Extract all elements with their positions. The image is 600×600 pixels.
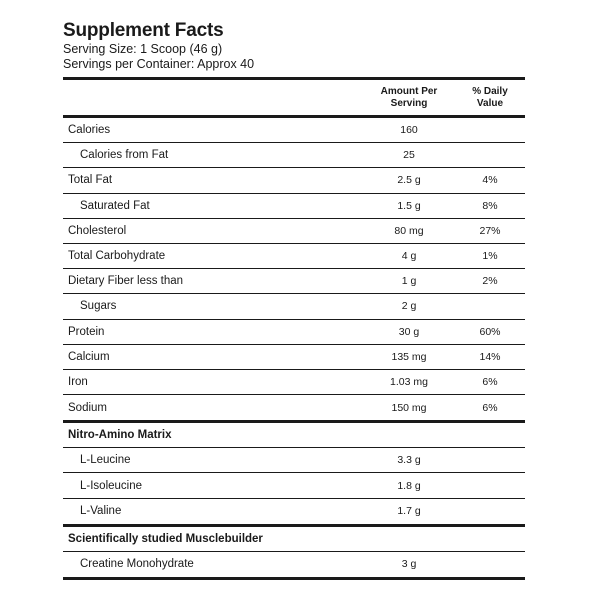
nutrient-row: [63, 219, 525, 244]
nutrient-name: Total Fat: [68, 174, 113, 187]
column-header-row: [63, 80, 525, 115]
nutrient-row: [63, 168, 525, 193]
panel-title: Supplement Facts: [63, 20, 224, 41]
matrix-item-amount: 1.7 g: [397, 505, 421, 518]
musclebuilder-row: [63, 552, 525, 577]
musclebuilder-heading: Scientifically studied Musclebuilder: [68, 532, 263, 545]
nutrient-row: [63, 194, 525, 219]
matrix-item-name: L-Valine: [80, 505, 122, 518]
column-header-amount: [363, 86, 455, 110]
nutrient-row: [63, 118, 525, 143]
nutrient-name: Iron: [68, 375, 88, 388]
nutrient-amount: 2.5 g: [397, 174, 421, 187]
matrix-row: [63, 473, 525, 498]
column-header-amount-line1: Amount Per: [380, 85, 438, 97]
nutrient-amount: 25: [403, 149, 415, 162]
nutrient-row: [63, 294, 525, 319]
nutrient-name: Dietary Fiber less than: [68, 275, 184, 288]
matrix-row: [63, 499, 525, 524]
nutrient-daily-value: 8%: [482, 199, 498, 212]
nutrient-row: [63, 395, 525, 420]
musclebuilder-item-name: Creatine Monohydrate: [80, 558, 194, 571]
nutrient-amount: 1 g: [401, 275, 417, 288]
nutrient-name: Protein: [68, 325, 105, 338]
column-header-dv-line2: Value: [476, 97, 504, 109]
musclebuilder-item-amount: 3 g: [401, 558, 417, 571]
column-header-amount-line2: Serving: [390, 97, 428, 109]
matrix-heading: Nitro-Amino Matrix: [68, 429, 172, 442]
nutrient-amount: 1.03 mg: [390, 375, 428, 388]
matrix-item-amount: 1.8 g: [397, 479, 421, 492]
nutrient-amount: 1.5 g: [397, 199, 421, 212]
nutrient-daily-value: 2%: [482, 275, 498, 288]
nutrient-amount: 30 g: [398, 325, 420, 338]
nutrient-row: [63, 244, 525, 269]
nutrient-amount: 160: [400, 124, 418, 137]
nutrient-daily-value: 6%: [482, 401, 498, 414]
nutrient-amount: 4 g: [401, 250, 417, 263]
nutrient-daily-value: 27%: [479, 224, 501, 237]
musclebuilder-heading-row: [63, 527, 525, 552]
matrix-item-amount: 3.3 g: [397, 454, 421, 467]
nutrient-name: Calcium: [68, 350, 110, 363]
column-header-dv-line1: % Daily: [472, 85, 508, 97]
nutrient-daily-value: 1%: [482, 250, 498, 263]
matrix-item-name: L-Isoleucine: [80, 479, 143, 492]
nutrient-daily-value: 60%: [479, 325, 501, 338]
nutrient-row: [63, 143, 525, 168]
nutrient-name: Cholesterol: [68, 224, 127, 237]
serving-size: Serving Size: 1 Scoop (46 g): [63, 42, 223, 56]
matrix-item-name: L-Leucine: [80, 454, 131, 467]
nutrient-row: [63, 345, 525, 370]
nutrient-row: [63, 269, 525, 294]
nutrient-name: Saturated Fat: [80, 199, 150, 212]
servings-per-container: Servings per Container: Approx 40: [63, 57, 255, 71]
nutrient-amount: 135 mg: [391, 350, 427, 363]
supplement-facts-panel: [63, 20, 525, 580]
nutrient-name: Total Carbohydrate: [68, 250, 166, 263]
nutrient-name: Calories: [68, 124, 111, 137]
bottom-rule: [63, 577, 525, 580]
nutrient-row: [63, 320, 525, 345]
nutrient-amount: 80 mg: [394, 224, 424, 237]
matrix-row: [63, 448, 525, 473]
nutrient-daily-value: 14%: [479, 350, 501, 363]
nutrient-amount: 150 mg: [391, 401, 427, 414]
nutrient-row: [63, 370, 525, 395]
nutrient-name: Calories from Fat: [80, 149, 169, 162]
nutrient-daily-value: 6%: [482, 375, 498, 388]
matrix-heading-row: [63, 423, 525, 448]
nutrient-name: Sugars: [80, 300, 117, 313]
nutrient-daily-value: 4%: [482, 174, 498, 187]
column-header-daily-value: [455, 86, 525, 110]
nutrient-name: Sodium: [68, 401, 107, 414]
nutrient-amount: 2 g: [401, 300, 417, 313]
